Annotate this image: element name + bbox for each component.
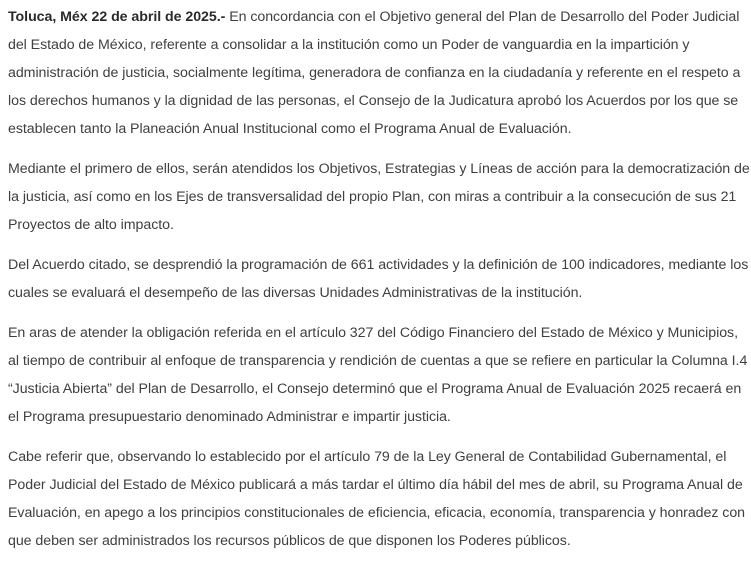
- paragraph-1-text: En concordancia con el Objetivo general del Plan de Desarrollo del Poder Judicial del Estado de México, referente a consolidar a la institución como un Poder de vanguardia en la impartición y administración de justicia, socialmente legítima, generadora de confianza en la ciudadanía y referente en el respeto a los derechos humanos y la dignidad de las personas, el Consejo de la Judicatura aprobó los Acuerdos por los que se establecen tanto la Planeación Anual Institucional como el Programa Anual de Evaluación.: [8, 9, 741, 137]
- article-body: [0, 3, 751, 555]
- article-paragraph-4: En aras de atender la obligación referida en el artículo 327 del Código Financiero del Estado de México y Municipios, al tiempo de contribuir al enfoque de transparencia y rendición de cuentas a que se refiere en particular la Columna I.4 “Justicia Abierta” del Plan de Desarrollo, el Consejo determinó que el Programa Anual de Evaluación 2025 recaerá en el Programa presupuestario denominado Administrar e impartir justicia.: [8, 325, 748, 425]
- dateline: Toluca, Méx 22 de abril de 2025.-: [8, 9, 226, 25]
- article-paragraph-5: Cabe referir que, observando lo establecido por el artículo 79 de la Ley General de Contabilidad Gubernamental, el Poder Judicial del Estado de México publicará a más tardar el último día hábil del mes de abril, su Programa Anual de Evaluación, en apego a los principios constitucionales de eficiencia, eficacia, economía, transparencia y honradez con que deben ser administrados los recursos públicos de que disponen los Poderes públicos.: [8, 449, 746, 549]
- article-paragraph-2: Mediante el primero de ellos, serán atendidos los Objetivos, Estrategias y Líneas de acción para la democratización de la justicia, así como en los Ejes de transversalidad del propio Plan, con miras a contribuir a la consecución de sus 21 Proyectos de alto impacto.: [8, 161, 750, 233]
- article-paragraph-1: [8, 3, 751, 143]
- article-paragraph-3: Del Acuerdo citado, se desprendió la programación de 661 actividades y la definición de 100 indicadores, mediante los cuales se evaluará el desempeño de las diversas Unidades Administrativas de la institución.: [8, 257, 749, 301]
